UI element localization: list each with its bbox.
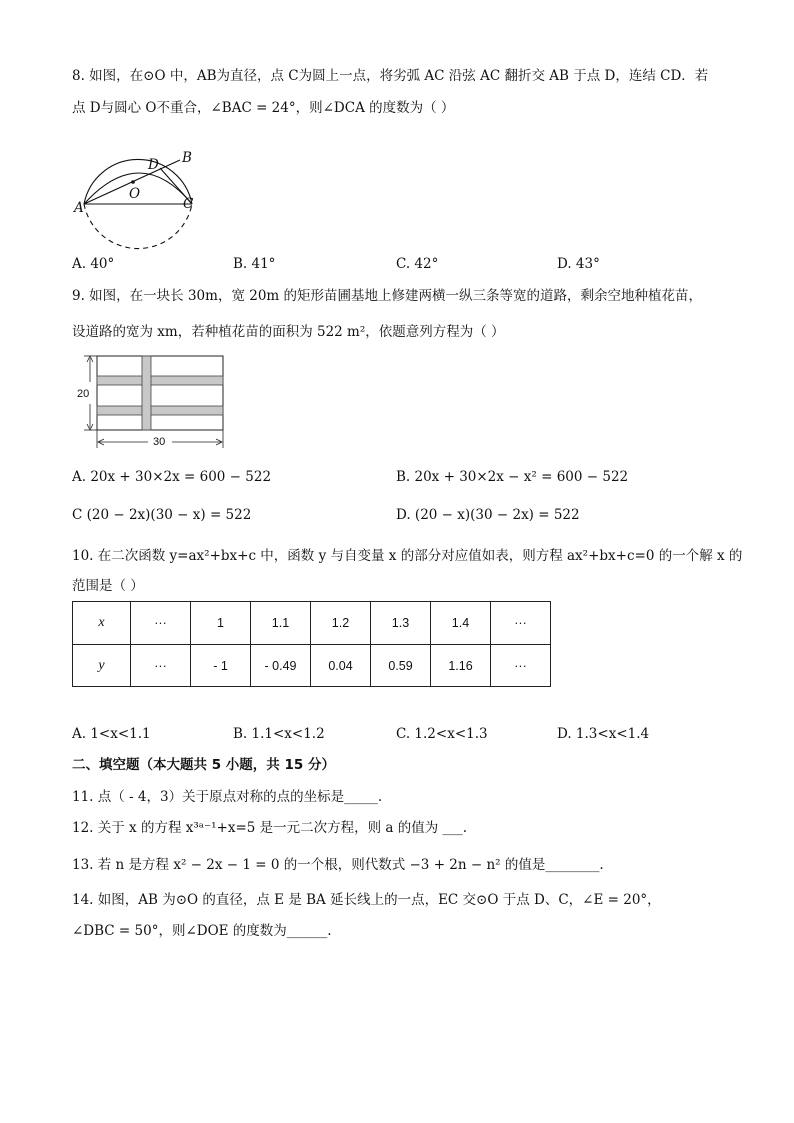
q8-label-b: B	[182, 150, 192, 166]
q14-text-line1: 14. 如图，AB 为⊙O 的直径，点 E 是 BA 延长线上的一点，EC 交⊙O 于点 D、C，∠E = 20°，	[72, 892, 661, 908]
q8-option-b[interactable]: B. 41°	[233, 256, 276, 272]
table-cell: 0.59	[371, 645, 431, 687]
q13-text: 13. 若 n 是方程 x² − 2x − 1 = 0 的一个根，则代数式 −3 + 2n − n² 的值是________.	[72, 857, 604, 873]
table-cell: 1.4	[431, 602, 491, 645]
q8-text-line1: 8. 如图，在⊙O 中，AB为直径，点 C为圆上一点，将劣弧 AC 沿弦 AC 翻折交 AB 于点 D，连结 CD．若	[72, 68, 709, 84]
table-cell: 1	[191, 602, 251, 645]
q14-text-line2: ∠DBC = 50°，则∠DOE 的度数为______.	[72, 923, 332, 939]
table-cell: x	[73, 602, 131, 645]
table-cell: ···	[491, 602, 551, 645]
q9-rectangle-figure	[70, 352, 230, 452]
q9-text-line2: 设道路的宽为 xm，若种植花苗的面积为 522 m²，依题意列方程为（ ）	[72, 324, 505, 340]
table-cell: ···	[131, 645, 191, 687]
table-cell: 1.16	[431, 645, 491, 687]
q9-width-label: 30	[153, 436, 166, 448]
q10-value-table	[72, 601, 551, 687]
q8-label-a: A	[74, 200, 84, 216]
table-cell: 1.2	[311, 602, 371, 645]
q8-label-d: D	[148, 157, 159, 173]
q9-text-line1: 9. 如图，在一块长 30m，宽 20m 的矩形苗圃基地上修建两横一纵三条等宽的道路，剩余空地种植花苗，	[72, 288, 703, 304]
q10-option-d[interactable]: D. 1.3<x<1.4	[557, 726, 650, 742]
table-cell: 0.04	[311, 645, 371, 687]
q9-option-b[interactable]: B. 20x + 30×2x − x² = 600 − 522	[396, 469, 629, 485]
table-row-y	[73, 645, 551, 687]
q9-option-d[interactable]: D. (20 − x)(30 − 2x) = 522	[396, 507, 580, 523]
q10-text-line2: 范围是（ ）	[72, 578, 144, 594]
q8-label-c: C	[183, 196, 194, 212]
q9-option-a[interactable]: A. 20x + 30×2x = 600 − 522	[72, 469, 272, 485]
q8-option-d[interactable]: D. 43°	[557, 256, 600, 272]
section-title-fill-blank: 二、填空题（本大题共 5 小题，共 15 分）	[72, 757, 335, 773]
table-cell: - 0.49	[251, 645, 311, 687]
table-cell: ···	[491, 645, 551, 687]
q11-text: 11. 点（ - 4，3）关于原点对称的点的坐标是_____.	[72, 789, 383, 805]
table-row-x	[73, 602, 551, 645]
q9-height-label: 20	[77, 388, 90, 400]
table-cell: 1.3	[371, 602, 431, 645]
q8-text-line2: 点 D与圆心 O不重合，∠BAC = 24°，则∠DCA 的度数为（ ）	[72, 100, 455, 116]
table-cell: ···	[131, 602, 191, 645]
q8-option-a[interactable]: A. 40°	[72, 256, 115, 272]
table-cell: y	[73, 645, 131, 687]
q12-text: 12. 关于 x 的方程 x³ᵃ⁻¹+x=5 是一元二次方程，则 a 的值为 ___.	[72, 820, 468, 836]
q10-option-c[interactable]: C. 1.2<x<1.3	[396, 726, 488, 742]
q10-text-line1: 10. 在二次函数 y=ax²+bx+c 中，函数 y 与自变量 x 的部分对应值如表，则方程 ax²+bx+c=0 的一个解 x 的	[72, 548, 743, 564]
q10-option-b[interactable]: B. 1.1<x<1.2	[233, 726, 325, 742]
table-cell: 1.1	[251, 602, 311, 645]
q9-option-c[interactable]: C (20 − 2x)(30 − x) = 522	[72, 507, 252, 523]
q8-label-o: O	[129, 186, 141, 202]
q10-option-a[interactable]: A. 1<x<1.1	[72, 726, 151, 742]
table-cell: - 1	[191, 645, 251, 687]
q8-option-c[interactable]: C. 42°	[396, 256, 439, 272]
